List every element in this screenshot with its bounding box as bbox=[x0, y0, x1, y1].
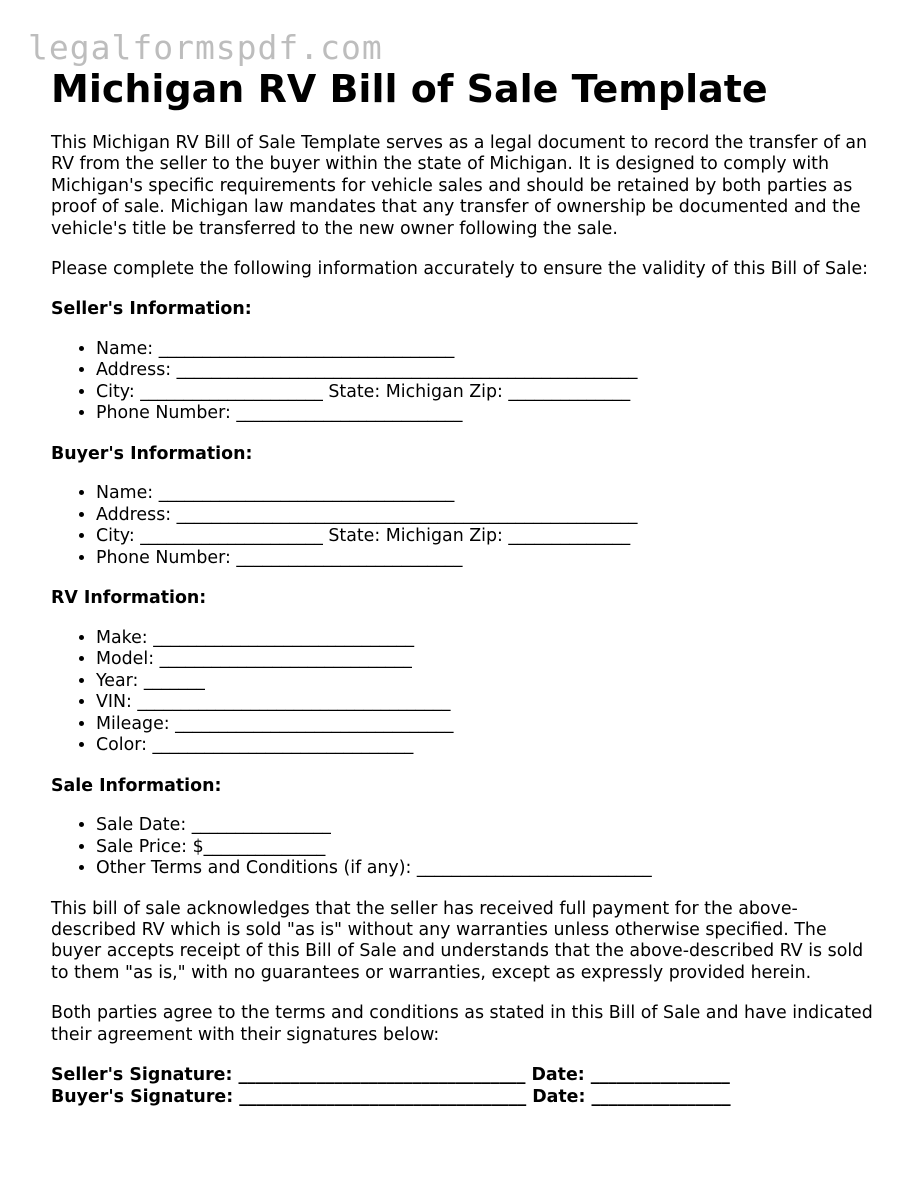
sale-price-field: • Sale Price: $______________ bbox=[96, 837, 881, 859]
buyer-address-field: • Address: _____________________________________________________ bbox=[96, 505, 881, 527]
buyer-heading: Buyer's Information: bbox=[51, 443, 253, 464]
buyer-list bbox=[51, 483, 881, 569]
watermark: legalformspdf.com bbox=[28, 28, 383, 67]
rv-heading: RV Information: bbox=[51, 588, 207, 609]
signature-block bbox=[51, 1065, 881, 1108]
rv-model-field: • Model: _____________________________ bbox=[96, 649, 881, 671]
rv-list bbox=[51, 628, 881, 757]
sale-heading: Sale Information: bbox=[51, 775, 222, 796]
buyer-signature-line: Buyer's Signature: _________________________________ Date: ________________ bbox=[51, 1086, 731, 1107]
rv-vin-field: • VIN: ____________________________________ bbox=[96, 692, 881, 714]
buyer-phone-field: • Phone Number: __________________________ bbox=[96, 548, 881, 570]
sale-terms-field: • Other Terms and Conditions (if any): ___________________________ bbox=[96, 858, 881, 880]
sale-date-field: • Sale Date: ________________ bbox=[96, 815, 881, 837]
rv-color-field: • Color: ______________________________ bbox=[96, 735, 881, 757]
intro-paragraph: This Michigan RV Bill of Sale Template serves as a legal document to record the transfer of an RV from the seller to the buyer within the state of Michigan. It is designed to comply with Michigan's specific requirements for vehicle sales and should be retained by both parties as proof of sale. Michigan law mandates that any transfer of ownership be documented and the vehicle's title be transferred to the new owner following the sale. bbox=[51, 133, 868, 239]
buyer-city-field: • City: _____________________ State: Michigan Zip: ______________ bbox=[96, 526, 881, 548]
rv-mileage-field: • Mileage: ________________________________ bbox=[96, 714, 881, 736]
seller-signature-line: Seller's Signature: _________________________________ Date: ________________ bbox=[51, 1065, 730, 1085]
seller-name-field: • Name: __________________________________ bbox=[96, 339, 881, 361]
agreement-paragraph: Both parties agree to the terms and conditions as stated in this Bill of Sale and have indicated their agreement with their signatures below: bbox=[51, 1003, 873, 1045]
seller-address-field: • Address: _____________________________________________________ bbox=[96, 360, 881, 382]
page-title: Michigan RV Bill of Sale Template bbox=[51, 67, 768, 111]
sale-list bbox=[51, 815, 881, 880]
seller-heading: Seller's Information: bbox=[51, 299, 252, 320]
rv-year-field: • Year: _______ bbox=[96, 671, 881, 693]
rv-make-field: • Make: ______________________________ bbox=[96, 628, 881, 650]
seller-city-field: • City: _____________________ State: Michigan Zip: ______________ bbox=[96, 382, 881, 404]
document-page bbox=[51, 66, 881, 1108]
instructions-paragraph: Please complete the following information accurately to ensure the validity of this Bill of Sale: bbox=[51, 259, 869, 280]
seller-phone-field: • Phone Number: __________________________ bbox=[96, 403, 881, 425]
seller-list bbox=[51, 339, 881, 425]
buyer-name-field: • Name: __________________________________ bbox=[96, 483, 881, 505]
closing-paragraph: This bill of sale acknowledges that the seller has received full payment for the above-described RV which is sold "as is" without any warranties unless otherwise specified. The buyer accepts receipt of this Bill of Sale and understands that the above-described RV is sold to them "as is," with no guarantees or warranties, except as expressly provided herein. bbox=[51, 898, 864, 983]
